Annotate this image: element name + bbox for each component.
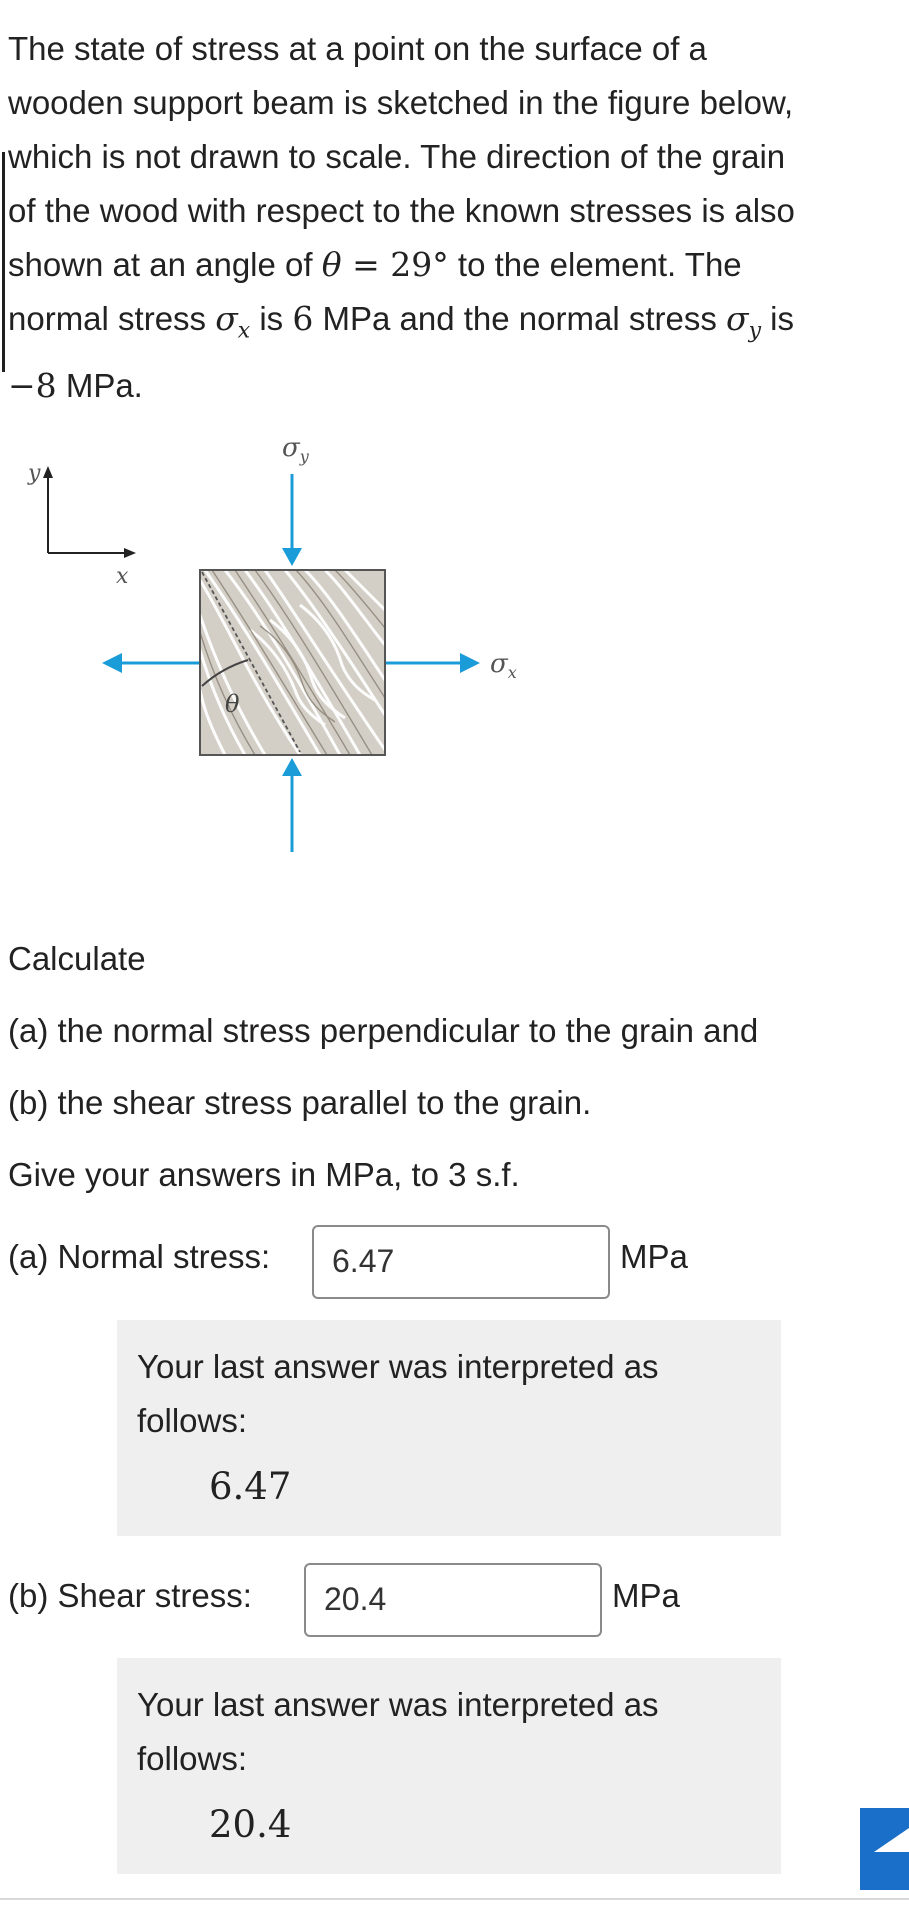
normal-stress-feedback <box>117 1320 781 1536</box>
feedback-message: Your last answer was interpreted as follows: <box>137 1686 659 1777</box>
interpreted-value: 6.47 <box>209 1465 292 1508</box>
axis-y-label: y <box>28 461 41 486</box>
chevron-up-icon <box>860 1808 909 1890</box>
sigma-x-left-arrow <box>102 653 200 673</box>
problem-line-5: shown at an angle of θ = 29° to the element. The <box>8 245 742 284</box>
problem-statement <box>8 22 898 413</box>
theta-value: 29° <box>390 245 449 284</box>
normal-stress-unit: MPa <box>620 1238 688 1275</box>
sigma-x-value: 6 <box>292 299 314 338</box>
sigma-y-label: $\sigma_y$ <box>282 433 309 466</box>
shear-stress-feedback <box>117 1658 781 1874</box>
quote-bar <box>2 152 5 372</box>
answer-instructions: Give your answers in MPa, to 3 s.f. <box>8 1156 520 1193</box>
shear-stress-input[interactable]: 20.4 <box>304 1563 602 1637</box>
sigma-x-right-arrow <box>385 653 480 673</box>
question-part-b: (b) the shear stress parallel to the grain. <box>8 1084 592 1121</box>
sigma-x-symbol: σ <box>215 299 238 338</box>
stress-element-figure <box>0 430 560 870</box>
sigma-y-value: −8 <box>8 365 57 405</box>
problem-line-7: −8 MPa. <box>8 365 143 405</box>
shear-stress-label: (b) Shear stress: <box>8 1577 252 1614</box>
problem-line-1: The state of stress at a point on the surface of a <box>8 30 707 67</box>
wood-element <box>200 570 385 755</box>
normal-stress-input[interactable]: 6.47 <box>312 1225 610 1299</box>
problem-line-2: wooden support beam is sketched in the figure below, <box>8 84 794 121</box>
scroll-to-top-button[interactable] <box>860 1808 909 1890</box>
divider <box>0 1898 909 1900</box>
feedback-message: Your last answer was interpreted as follows: <box>137 1348 659 1439</box>
theta-label: θ <box>225 690 240 718</box>
axis-x-label: x <box>116 564 129 589</box>
normal-stress-label: (a) Normal stress: <box>8 1238 271 1275</box>
problem-line-6: normal stress $\sigma_x$ is 6 MPa and the normal stress $\sigma_y$ is <box>8 299 794 344</box>
theta-symbol: θ <box>321 245 342 284</box>
question-part-a: (a) the normal stress perpendicular to the grain and <box>8 1012 759 1049</box>
sigma-x-label: $\sigma_x$ <box>490 649 517 682</box>
interpreted-value: 20.4 <box>209 1803 292 1846</box>
calculate-heading: Calculate <box>8 940 146 977</box>
sigma-y-symbol: σ <box>726 299 749 338</box>
sigma-y-top-arrow <box>282 474 302 566</box>
coordinate-axes <box>27 461 136 589</box>
problem-line-3: which is not drawn to scale. The direction of the grain <box>8 138 786 175</box>
problem-line-4: of the wood with respect to the known stresses is also <box>8 192 795 229</box>
sigma-y-bottom-arrow <box>282 758 302 852</box>
shear-stress-unit: MPa <box>612 1577 680 1614</box>
